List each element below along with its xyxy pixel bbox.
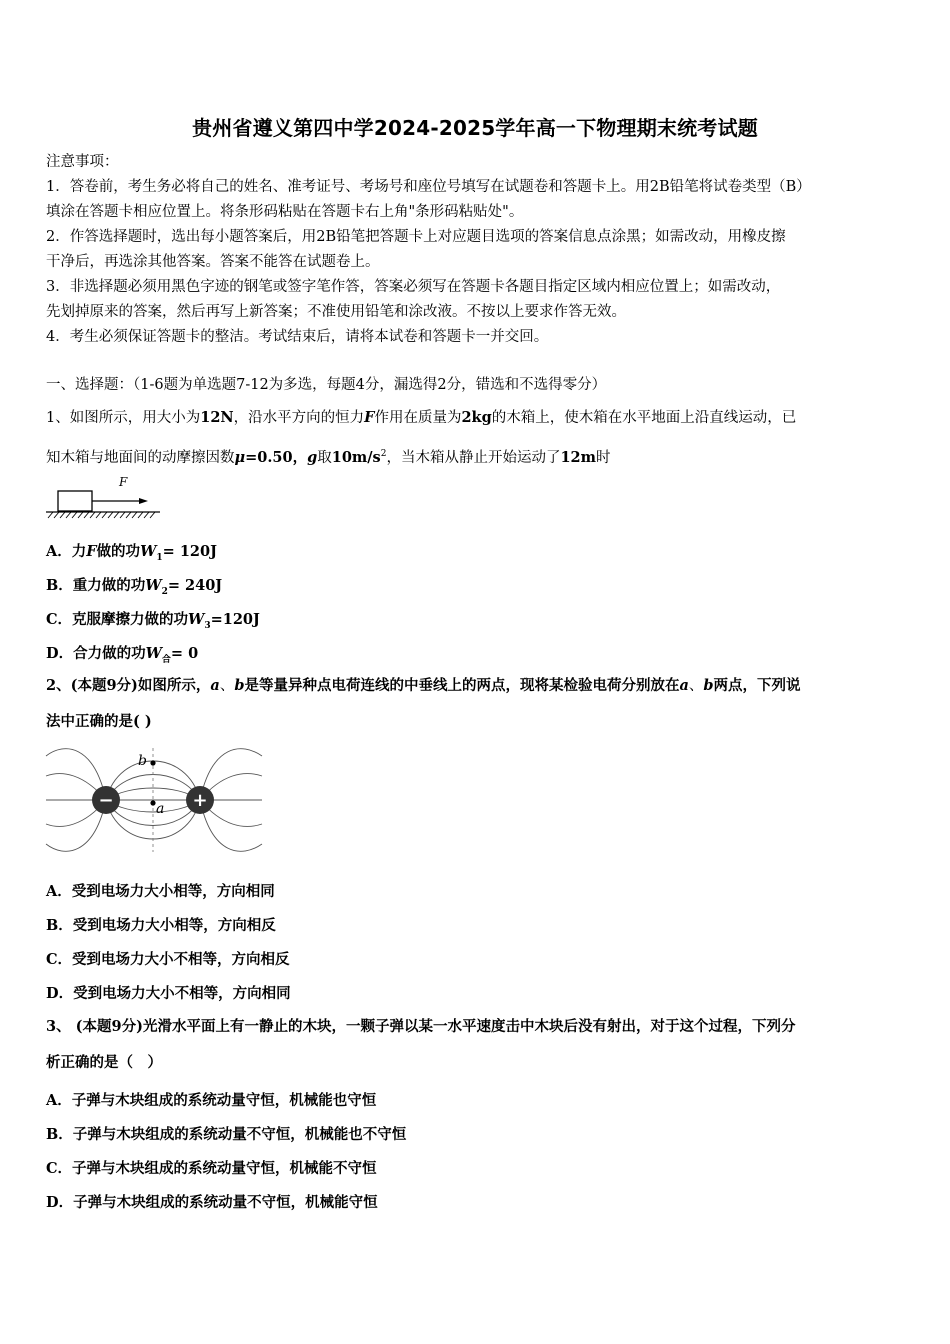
question-2-stem [46,668,916,740]
q1-text-1: 1、如图所示，用大小为 [46,410,201,426]
point-b-dot [150,760,155,765]
q2-option-c: C．受到电场力大小不相等，方向相反 [46,951,290,968]
notice-item-3-line-1: 3．非选择题必须用黑色字迹的钢笔或签字笔作答，答案必须写在答题卡各题目指定区域内相应位置上；如需改动， [46,279,781,295]
q2-option-a: A．受到电场力大小相等，方向相同 [46,883,275,900]
q1-force-value: 12N [200,409,234,426]
notice-item-4: 4．考生必须保证答题卡的整洁。考试结束后，请将本试卷和答题卡一并交回。 [46,329,549,345]
notice-item-1-line-1: 1．答卷前，考生务必将自己的姓名、准考证号、考场号和座位号填写在试题卷和答题卡上。用2B铅笔将试卷类型（B） [46,179,811,195]
electric-field-figure [44,744,266,860]
negative-sign: − [98,790,114,811]
q1-force-symbol: F [364,409,375,426]
wooden-box [58,491,92,511]
section-heading-text: 一、选择题：（1-6题为单选题7-12为多选，每题4分，漏选得2分，错选和不选得零分） [46,377,607,393]
question-3-line-2: 析正确的是（ ） [46,1054,162,1071]
q1-text-2: ，沿水平方向的恒力 [233,410,365,426]
question-3-stem [46,1009,916,1081]
q2-text-3: 两点，下列说 [713,677,801,694]
q1-option-b: B．重力做的功$W_2= 240J$ [46,577,223,597]
question-2-line-1 [46,668,916,704]
q2-point-b: b [234,677,245,694]
q2-sep-2: 、 [688,678,704,694]
q2-option-b: B．受到电场力大小相等，方向相反 [46,917,276,934]
section-heading [46,367,916,403]
notice-block [46,150,916,350]
question-1-line-1 [46,400,916,436]
q1-text-7: ，当木箱从静止开始运动了 [386,449,561,466]
q3-option-a: A．子弹与木块组成的系统动量守恒，机械能也守恒 [46,1092,377,1109]
notice-item-2-line-2: 干净后，再选涂其他答案。答案不能答在试题卷上。 [46,254,380,270]
q2-option-d: D．受到电场力大小不相等，方向相同 [46,985,291,1002]
q3-option-b: B．子弹与木块组成的系统动量不守恒，机械能也不守恒 [46,1126,407,1143]
q2-text-1: 2、(本题9分)如图所示， [46,677,211,694]
q1-option-a: A．力F做的功$W_1= 120J$ [46,543,217,563]
q1-text-3: 作用在质量为 [374,410,462,426]
q1-g-symbol: g [307,448,318,466]
ground-hatching [48,512,155,518]
question-1-stem [46,400,916,476]
q1-text-5: 知木箱与地面间的动摩擦因数 [46,449,235,466]
q2-point-a: a [210,677,220,694]
q1-option-d: D．合力做的功$W_合= 0$ [46,645,199,665]
q2-sep-1: 、 [219,678,235,694]
box-force-figure [44,472,164,522]
page-title: 贵州省遵义第四中学2024-2025学年高一下物理期末统考试题 [192,116,758,140]
q1-g-exponent: 2 [380,449,387,459]
q1-text-8: 时 [595,449,611,466]
question-1-line-2 [46,436,916,476]
q2-point-a-2: a [679,677,689,694]
notice-item-1-line-2: 填涂在答题卡相应位置上。将条形码粘贴在答题卡右上角"条形码粘贴处"。 [46,204,524,220]
question-2-line-2: 法中正确的是( ) [46,713,152,730]
notice-heading: 注意事项： [46,154,119,170]
q1-text-6: 取 [317,449,332,466]
q3-option-c: C．子弹与木块组成的系统动量守恒，机械能不守恒 [46,1160,377,1177]
point-a-label: a [156,801,165,817]
q1-option-c: C．克服摩擦力做的功$W_3=120J$ [46,611,260,631]
point-b-label: b [138,753,147,769]
q2-point-b-2: b [703,677,714,694]
force-label: F [119,475,128,489]
q1-mass-value: 2kg [461,409,492,426]
q1-text-4: 的木箱上，使木箱在水平地面上沿直线运动，已 [491,410,797,426]
q1-mu-value: =0.50， [245,448,308,466]
notice-item-2-line-1: 2．作答选择题时，选出每小题答案后，用2B铅笔把答题卡上对应题目选项的答案信息点涂黑；如需改动，用橡皮擦 [46,229,786,245]
force-arrow-head [139,498,148,504]
question-3-line-1: 3、 (本题9分)光滑水平面上有一静止的木块，一颗子弹以某一水平速度击中木块后没有射出，对于这个过程，下列分 [46,1018,796,1035]
q1-mu-symbol: μ [234,448,246,466]
positive-sign: + [192,790,208,811]
q3-option-d: D．子弹与木块组成的系统动量不守恒，机械能守恒 [46,1194,378,1211]
notice-item-3-line-2: 先划掉原来的答案，然后再写上新答案；不准使用铅笔和涂改液。不按以上要求作答无效。 [46,304,626,320]
q1-distance-value: 12m [560,448,596,466]
point-a-dot [150,800,155,805]
q1-g-value: 10m/s [331,448,381,466]
q2-text-2: 是等量异种点电荷连线的中垂线上的两点，现将某检验电荷分别放在 [244,677,680,694]
